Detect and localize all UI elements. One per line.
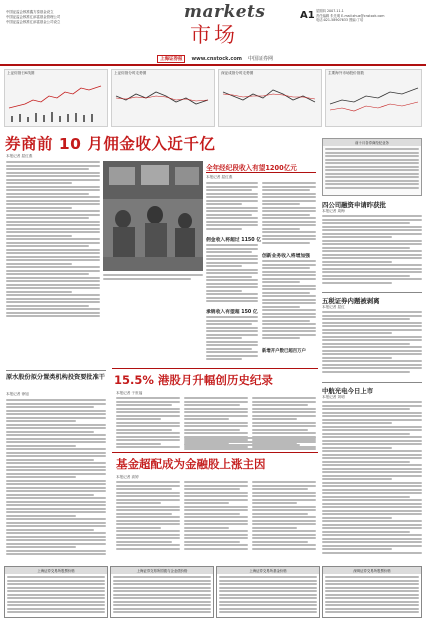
chart-panel: [218, 69, 322, 127]
center-subhead: 承销收入有望超 150 亿: [206, 310, 258, 315]
header-notice: 中国证监会核准汇添富基金公司设立: [6, 20, 61, 24]
masthead: [184, 2, 266, 49]
right-story-text: [322, 311, 422, 374]
right-divider: [322, 382, 422, 383]
center-subhead: 佣金收入将超过 1150 亿: [206, 238, 262, 243]
editor-info: 责任编辑 朱先明 E-mail:zhux@cnstock.com: [316, 13, 385, 18]
fund-col-text: [252, 481, 316, 551]
center-col1-text: [206, 316, 258, 362]
left-divider: [6, 370, 106, 371]
right-divider: [322, 292, 422, 293]
intraday-chart-graphic: [221, 78, 319, 124]
site-url[interactable]: www.cnstock.com: [191, 55, 243, 62]
center-col1-text: [206, 182, 258, 231]
center-col2-text: [262, 182, 316, 245]
right-story-text: [322, 401, 422, 555]
masthead-english: markets: [184, 2, 266, 22]
right-story-title: 中航光电今日上市: [322, 387, 374, 395]
chart-label: 深证成指分时走势图: [221, 71, 254, 75]
center-col1-text: [206, 244, 258, 304]
header-left-notices: [6, 10, 182, 25]
fund-byline: 本报记者 高婷: [116, 475, 139, 479]
chart-label: 上证综指日K线图: [7, 71, 35, 75]
right-story-title: 四公司融资申请昨获批: [322, 201, 386, 209]
kline-chart-graphic: [7, 78, 105, 124]
chart-label: 上证综指分时走势图: [114, 71, 147, 75]
left-lower-text: [6, 399, 106, 557]
site-note: 中国证券网: [248, 56, 274, 62]
right-story-text: [322, 215, 422, 285]
hk-headline: 15.5% 港股月升幅创历史纪录: [114, 373, 273, 387]
right-story-title: 五税证券内题被剥离: [322, 297, 380, 305]
header-notice: 中国证监会核准鑫方泰基金设立: [6, 10, 54, 14]
left-lower-headline: 原水股份拟分置类机构投资要批准干: [6, 374, 105, 381]
center-rule: [206, 172, 316, 173]
hk-byline: 本报记者 于世福: [116, 391, 143, 395]
photo-caption: [103, 274, 203, 281]
trading-floor-photo: [103, 161, 203, 271]
fund-col-text: [116, 481, 180, 551]
fund-col-text: [184, 481, 248, 551]
table-title: 前十月各券商经纪业务: [323, 139, 421, 146]
masthead-chinese: 市场: [190, 23, 238, 47]
table-title: 上海证券交易所基金价格: [217, 567, 319, 574]
table-title: 上海证券交易所股票价格: [5, 567, 107, 574]
chart-label: 主要海外市场股价指数: [328, 71, 364, 75]
table-title: 深圳证券交易所股票价格: [323, 567, 421, 574]
brand-bar: [155, 54, 275, 63]
hk-col-text: [116, 397, 180, 450]
issue-date: 星期四 2007.11.1: [316, 9, 344, 13]
right-story-byline: 本报记者 刘明: [322, 395, 345, 399]
photo-graphic: [103, 161, 203, 271]
center-subhead: 新增开户数已超百万户: [262, 349, 306, 354]
header-notice: 中国证监会核准汇添富基金管理公司: [6, 15, 61, 19]
fund-price-table: [216, 566, 320, 618]
main-byline: 本报记者 屈红燕: [6, 154, 33, 158]
table-title: 上海证券交易所国债与企业债价格: [111, 567, 213, 574]
main-body-text: [6, 161, 100, 319]
fund-rule: [112, 452, 318, 453]
intraday-chart-graphic: [114, 78, 212, 124]
overseas-chart-graphic: [328, 78, 420, 124]
bond-price-table: [110, 566, 214, 618]
right-story-byline: 本报记者 屈红: [322, 305, 345, 309]
center-byline: 本报记者 屈红燕: [206, 175, 233, 179]
right-story-byline: 本报记者 周梅: [322, 209, 345, 213]
paper-logo: 上海证券报: [157, 55, 186, 63]
hk-col-text: [184, 437, 316, 451]
left-lower-byline: 本报记者 徐旭: [6, 392, 29, 396]
chart-panel: [111, 69, 215, 127]
main-headline: 券商前 10 月佣金收入近千亿: [5, 135, 216, 153]
center-headline: 全年经纪段收入有望1200亿元: [206, 164, 297, 172]
chart-panel: [4, 69, 108, 127]
center-subhead: 创新业务收入将增加强: [262, 254, 310, 259]
chart-panel: [325, 69, 422, 127]
contact-info: 电话:021-58907633 图编:丁培: [316, 18, 364, 23]
shenzhen-price-table: [322, 566, 422, 618]
center-col2-text: [262, 260, 316, 341]
brokerage-table: [322, 138, 422, 196]
header-rule: [0, 64, 426, 66]
fund-headline: 基金超配成为金融股上涨主因: [116, 457, 266, 471]
hk-rule: [112, 368, 318, 369]
header-right-info: [316, 9, 422, 23]
page-number: A1: [300, 10, 315, 21]
stock-price-table: [4, 566, 108, 618]
